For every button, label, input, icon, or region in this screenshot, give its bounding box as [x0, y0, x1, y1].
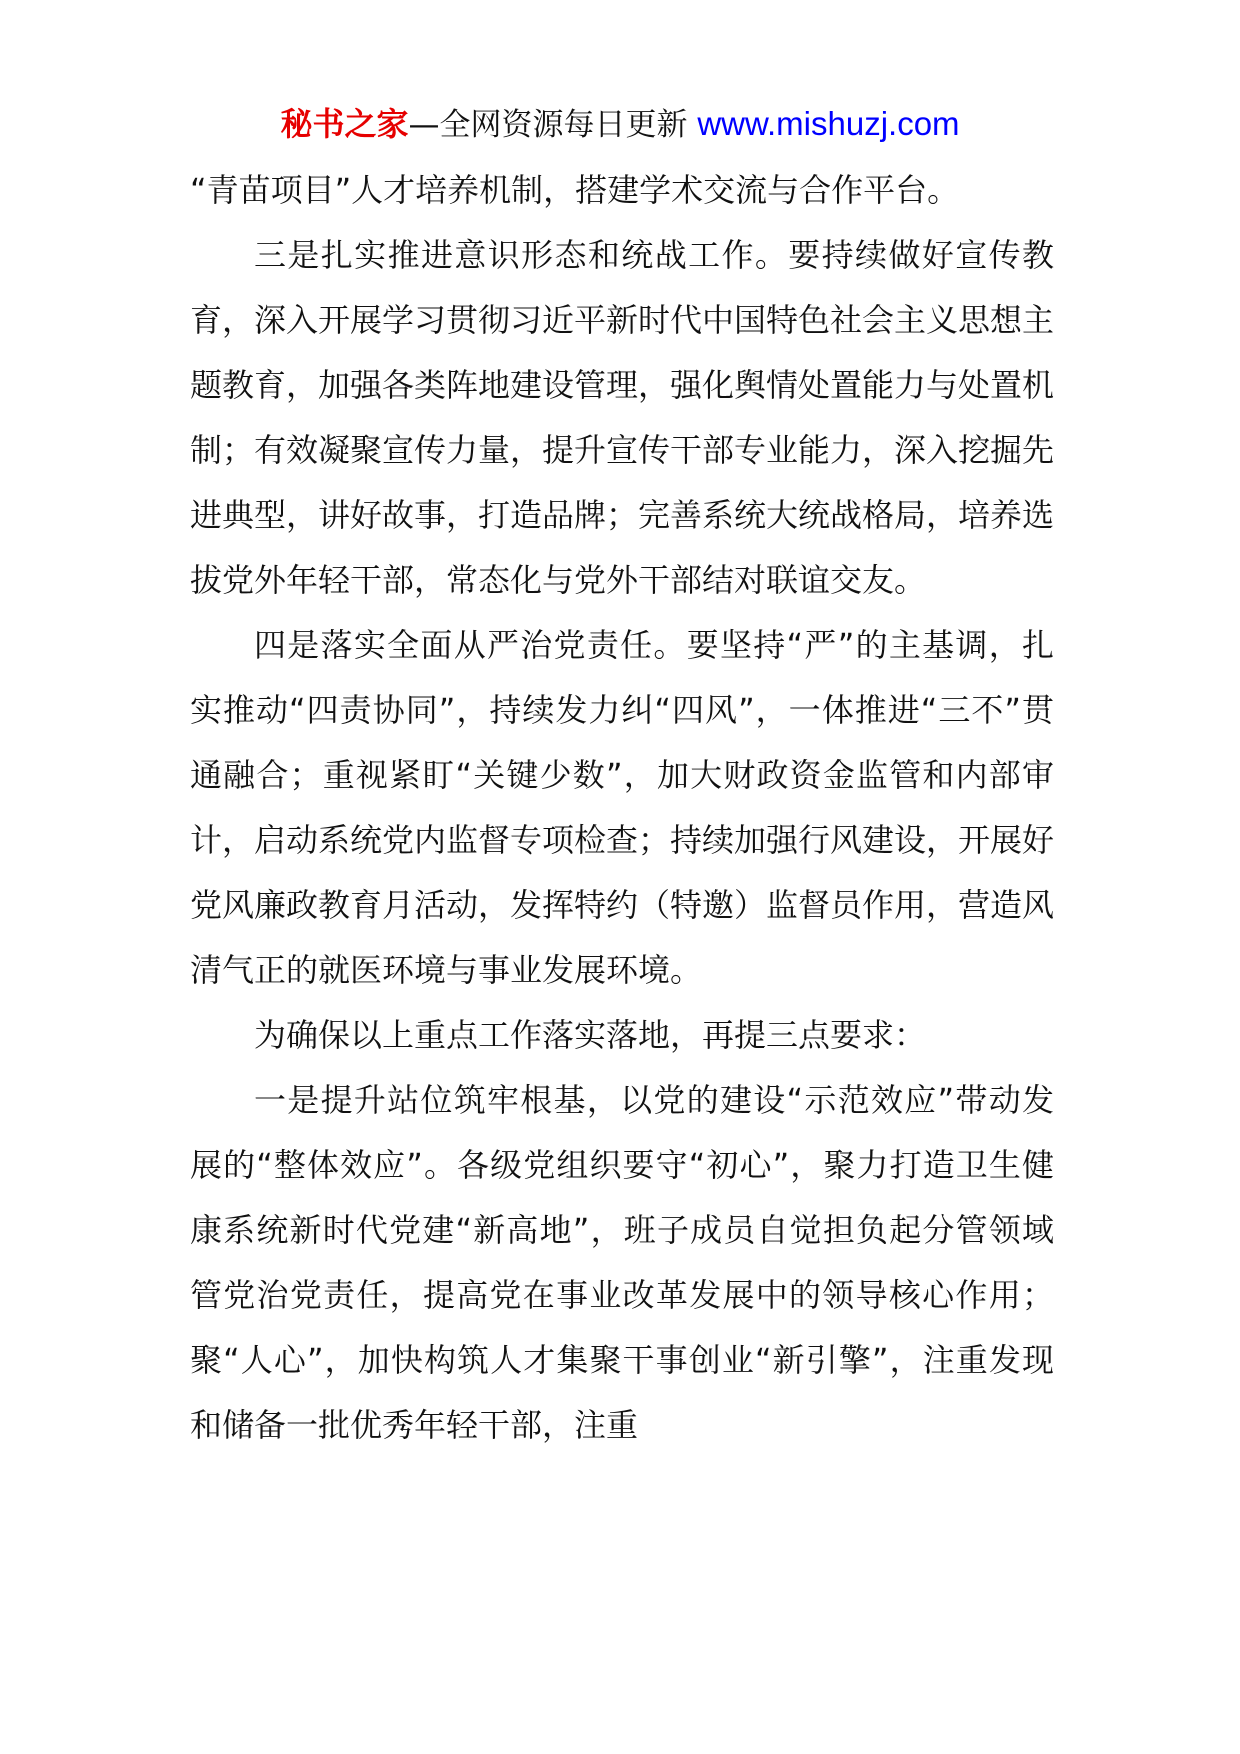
paragraph-requirement-one: 一是提升站位筑牢根基，以党的建设“示范效应”带动发展的“整体效应”。各级党组织要守“初心”，聚力打造卫生健康系统新时代党建“新高地”，班子成员自觉担负起分管领域管党治党责任，提高党在事业改革发展中的领导核心作用；聚“人心”，加快构筑人才集聚干事创业“新引擎”，注重发现和储备一批优秀年轻干部，注重 — [190, 1081, 1054, 1444]
site-header — [0, 100, 1240, 149]
paragraph-ideology-united-front: 三是扎实推进意识形态和统战工作。要持续做好宣传教育，深入开展学习贯彻习近平新时代中国特色社会主义思想主题教育，加强各类阵地建设管理，强化舆情处置能力与处置机制；有效凝聚宣传力量，提升宣传干部专业能力，深入挖掘先进典型，讲好故事，打造品牌；完善系统大统战格局，培养选拔党外年轻干部，常态化与党外干部结对联谊交友。 — [190, 236, 1055, 599]
document-body — [190, 158, 1054, 1458]
paragraph-party-discipline: 四是落实全面从严治党责任。要坚持“严”的主基调，扎实推动“四责协同”，持续发力纠“四风”，一体推进“三不”贯通融合；重视紧盯“关键少数”，加大财政资金监管和内部审计，启动系统党内监督专项检查；持续加强行风建设，开展好党风廉政教育月活动，发挥特约（特邀）监督员作用，营造风清气正的就医环境与事业发展环境。 — [190, 626, 1055, 989]
site-url-link[interactable]: www.mishuzj.com — [697, 105, 960, 142]
paragraph-continuation: “青苗项目”人才培养机制，搭建学术交流与合作平台。 — [190, 171, 960, 209]
paragraph-requirements-intro: 为确保以上重点工作落实落地，再提三点要求： — [254, 1016, 927, 1054]
header-tagline: —全网资源每日更新 — [408, 107, 698, 143]
brand-name: 秘书之家 — [280, 105, 409, 143]
